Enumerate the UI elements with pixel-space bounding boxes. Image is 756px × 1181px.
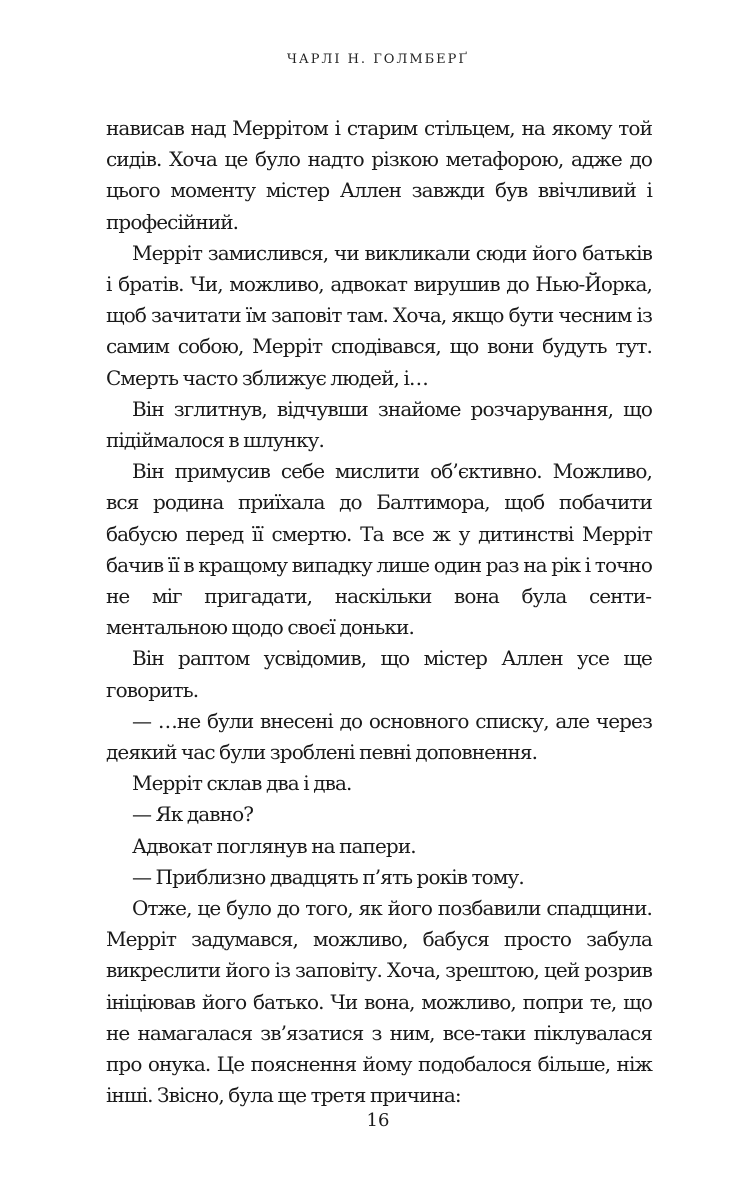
dialogue-paragraph: — Приблизно двадцять п’ять років тому. xyxy=(132,864,524,889)
dialogue-paragraph: — …не були внесені до основного списку, але через деякий час були зроблені певні доповнення. xyxy=(106,708,652,765)
paragraph: Він раптом усвідомив, що містер Аллен усе ще говорить. xyxy=(106,646,652,702)
paragraph: Адвокат поглянув на папери. xyxy=(132,833,416,858)
paragraph: Він примусив себе мислити об’єктивно. Можливо, вся родина приїхала до Балтимора, щоб побачити бабусю перед її смертю. Та все ж у дитинстві Мерріт бачив її в кращому випадку лише один раз на рік і точно не міг пригадати, наскільки вона була сентиментальною щодо своєї доньки. xyxy=(106,459,652,640)
paragraph: нависав над Меррітом і старим стільцем, на якому той сидів. Хоча це було надто різкою метафорою, адже до цього моменту містер Аллен завжди був ввічливий і професійний. xyxy=(106,116,652,234)
paragraph: Він зглитнув, відчувши знайоме розчарування, що підіймалося в шлунку. xyxy=(106,396,652,453)
paragraph: Мерріт замислився, чи викликали сюди його батьків і братів. Чи, можливо, адвокат вирушив до Нью-Йорка, щоб зачитати їм заповіт там. Хоча, якщо бути чесним із самим собою, Мерріт сподівався, що вони будуть тут. Смерть часто зближує людей, і… xyxy=(106,240,652,390)
dialogue-paragraph: — Як давно? xyxy=(132,802,254,827)
paragraph: Отже, це було до того, як його позбавили спадщини. Мерріт задумався, можливо, бабуся просто забула викреслити його із заповіту. Хоча, зрештою, цей розрив ініціював його батько. Чи вона, можливо, попри те, що не намагалася зв’язатися з ним, все-таки піклувалася про онука. Це пояснення йому подобалося більше, ніж інші. Звісно, була ще третя причина: xyxy=(106,896,652,1108)
running-head: ЧАРЛІ Н. ГОЛМБЕРҐ xyxy=(286,52,470,67)
body-text xyxy=(106,113,652,1112)
paragraph: Мерріт склав два і два. xyxy=(132,771,352,796)
page-number: 16 xyxy=(366,1110,390,1131)
